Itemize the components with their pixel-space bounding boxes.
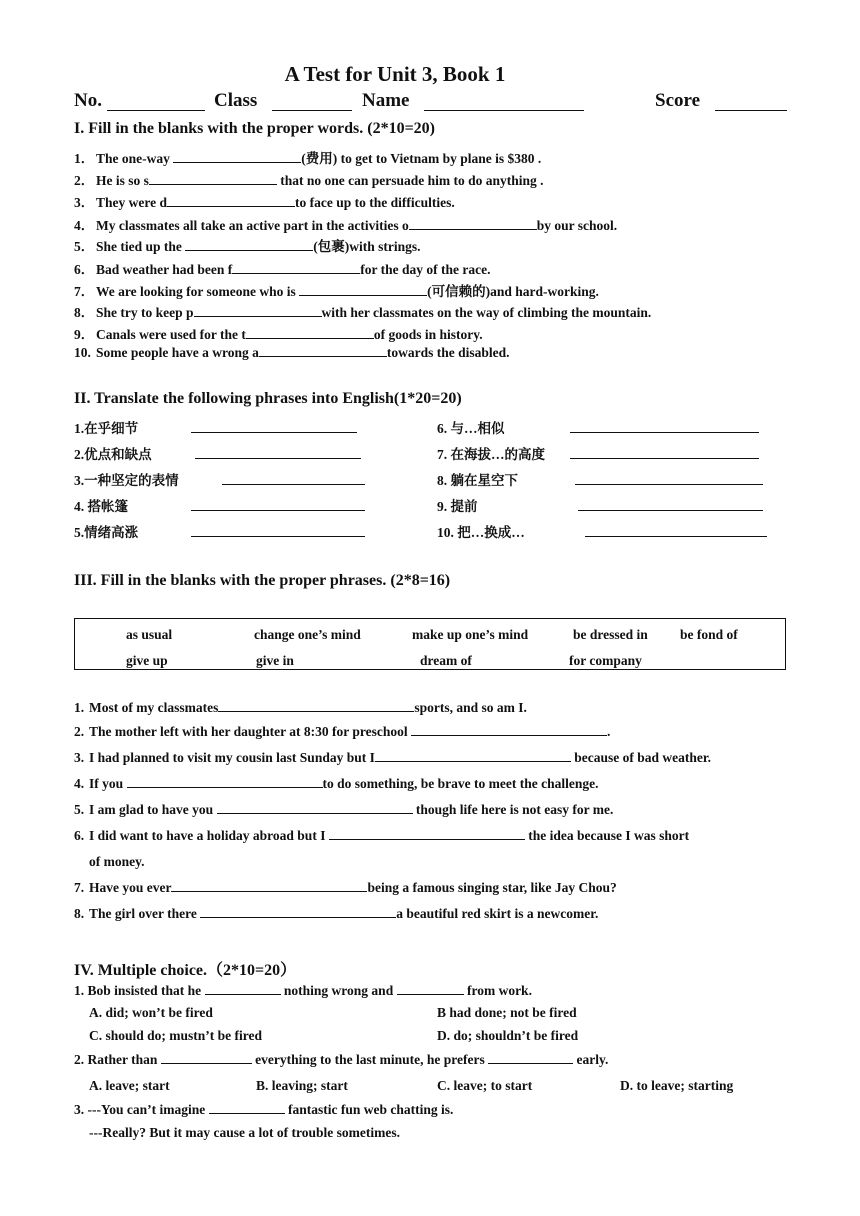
section4-heading: IV. Multiple choice.（2*10=20） <box>74 962 297 979</box>
section3-item: 3. I had planned to visit my cousin last Sunday but I because of bad weather. <box>74 750 711 765</box>
section1-item: 5． She tied up the (包裹)with strings. <box>74 239 421 254</box>
phrase-prompt: 9. 提前 <box>437 499 478 514</box>
option-a[interactable]: A. leave; start <box>89 1078 170 1093</box>
section1-item: 7． We are looking for someone who is (可信赖的)and hard-working. <box>74 284 599 299</box>
translation-blank[interactable] <box>191 416 357 433</box>
phrase-bank-item: make up one’s mind <box>412 627 529 642</box>
phrase-bank-item: change one’s mind <box>254 627 361 642</box>
name-label: Name <box>362 90 410 111</box>
answer-blank[interactable] <box>149 184 277 185</box>
answer-blank[interactable] <box>127 787 323 788</box>
translation-blank[interactable] <box>578 494 763 511</box>
option-b[interactable]: B. leaving; start <box>256 1078 348 1093</box>
answer-blank[interactable] <box>232 273 360 274</box>
answer-blank[interactable] <box>217 813 413 814</box>
section1-item: 1． The one-way (费用) to get to Vietnam by plane is $380 . <box>74 151 542 166</box>
translation-blank[interactable] <box>585 520 767 537</box>
section1-item: 3． They were d to face up to the difficulties. <box>74 195 455 210</box>
section3-item: 8. The girl over there a beautiful red skirt is a newcomer. <box>74 906 599 921</box>
section2-heading: II. Translate the following phrases into English(1*20=20) <box>74 390 462 407</box>
answer-blank[interactable] <box>259 356 387 357</box>
translation-blank[interactable] <box>570 416 759 433</box>
translation-blank[interactable] <box>575 468 763 485</box>
no-label: No. <box>74 90 102 111</box>
student-info-row <box>74 90 790 116</box>
answer-blank[interactable] <box>167 206 295 207</box>
answer-blank[interactable] <box>185 250 313 251</box>
phrase-bank-item: for company <box>569 653 642 668</box>
class-label: Class <box>214 90 258 111</box>
translation-blank[interactable] <box>222 468 365 485</box>
answer-blank[interactable] <box>205 994 281 995</box>
option-a[interactable]: A. did; won’t be fired <box>89 1005 213 1020</box>
phrase-bank-item: be dressed in <box>573 627 648 642</box>
phrase-bank-item: dream of <box>420 653 472 668</box>
answer-blank[interactable] <box>409 229 537 230</box>
name-field[interactable] <box>424 110 584 111</box>
answer-blank[interactable] <box>488 1063 573 1064</box>
section3-item: 5. I am glad to have you though life here is not easy for me. <box>74 802 614 817</box>
answer-blank[interactable] <box>329 839 525 840</box>
phrase-bank-item: as usual <box>126 627 173 642</box>
answer-blank[interactable] <box>397 994 464 995</box>
phrase-bank-item: give in <box>256 653 294 668</box>
section3-item: 7. Have you ever being a famous singing star, like Jay Chou? <box>74 880 617 895</box>
answer-blank[interactable] <box>218 711 414 712</box>
section1-item: 8． She try to keep p with her classmates on the way of climbing the mountain. <box>74 305 652 320</box>
translation-blank[interactable] <box>191 494 365 511</box>
translation-blank[interactable] <box>570 442 759 459</box>
phrase-prompt: 5.情绪高涨 <box>74 525 139 540</box>
phrase-bank-box <box>74 618 786 670</box>
section1-item: 6． Bad weather had been f for the day of the race. <box>74 262 491 277</box>
section1-item: 10. Some people have a wrong a towards the disabled. <box>74 345 510 360</box>
option-d[interactable]: D. to leave; starting <box>620 1078 734 1093</box>
answer-blank[interactable] <box>246 338 374 339</box>
section1-item: 9． Canals were used for the t of goods in history. <box>74 327 483 342</box>
answer-blank[interactable] <box>161 1063 252 1064</box>
no-field[interactable] <box>107 110 205 111</box>
answer-blank[interactable] <box>200 917 396 918</box>
section3-item: 1. Most of my classmates sports, and so am I. <box>74 700 527 715</box>
question-1: 1. Bob insisted that he nothing wrong and from work. <box>74 983 532 998</box>
section1-item: 4． My classmates all take an active part in the activities o by our school. <box>74 218 618 233</box>
section1-heading: I. Fill in the blanks with the proper words. (2*10=20) <box>74 120 436 137</box>
phrase-bank-item: be fond of <box>680 627 738 642</box>
section3-item: 6. I did want to have a holiday abroad but I the idea because I was short <box>74 828 690 843</box>
phrase-prompt: 2.优点和缺点 <box>74 447 152 462</box>
answer-blank[interactable] <box>171 891 367 892</box>
answer-blank[interactable] <box>209 1113 285 1114</box>
option-c[interactable]: C. should do; mustn’t be fired <box>89 1028 263 1043</box>
translation-blank[interactable] <box>191 520 365 537</box>
option-c[interactable]: C. leave; to start <box>437 1078 533 1093</box>
answer-blank[interactable] <box>173 162 301 163</box>
answer-blank[interactable] <box>299 295 427 296</box>
question-3: 3. ---You can’t imagine fantastic fun web chatting is. <box>74 1102 454 1117</box>
phrase-prompt: 3.一种坚定的表情 <box>74 473 179 488</box>
question-2: 2. Rather than everything to the last minute, he prefers early. <box>74 1052 609 1067</box>
answer-blank[interactable] <box>194 316 322 317</box>
phrase-prompt: 7. 在海拔…的高度 <box>437 447 545 462</box>
section3-item: 4. If you to do something, be brave to meet the challenge. <box>74 776 599 791</box>
answer-blank[interactable] <box>375 761 571 762</box>
phrase-prompt: 8. 躺在星空下 <box>437 473 518 488</box>
class-field[interactable] <box>272 110 352 111</box>
section3-item: 2. The mother left with her daughter at 8:30 for preschool . <box>74 724 611 739</box>
question-3-reply: ---Really? But it may cause a lot of trouble sometimes. <box>89 1125 400 1140</box>
phrase-prompt: 1.在乎细节 <box>74 421 139 436</box>
translation-blank[interactable] <box>195 442 361 459</box>
phrase-bank-item: give up <box>126 653 168 668</box>
phrase-prompt: 10. 把…换成… <box>437 525 525 540</box>
page-title: A Test for Unit 3, Book 1 <box>284 62 506 86</box>
option-b[interactable]: B had done; not be fired <box>437 1005 577 1020</box>
option-d[interactable]: D. do; shouldn’t be fired <box>437 1028 579 1043</box>
section1-item: 2． He is so s that no one can persuade him to do anything . <box>74 173 544 188</box>
score-label: Score <box>655 90 701 111</box>
phrase-prompt: 6. 与…相似 <box>437 421 505 436</box>
section3-heading: III. Fill in the blanks with the proper phrases. (2*8=16) <box>74 572 451 589</box>
phrase-prompt: 4. 搭帐篷 <box>74 499 128 514</box>
section3-item-continued: of money. <box>89 854 145 869</box>
score-field[interactable] <box>715 110 787 111</box>
answer-blank[interactable] <box>411 735 607 736</box>
